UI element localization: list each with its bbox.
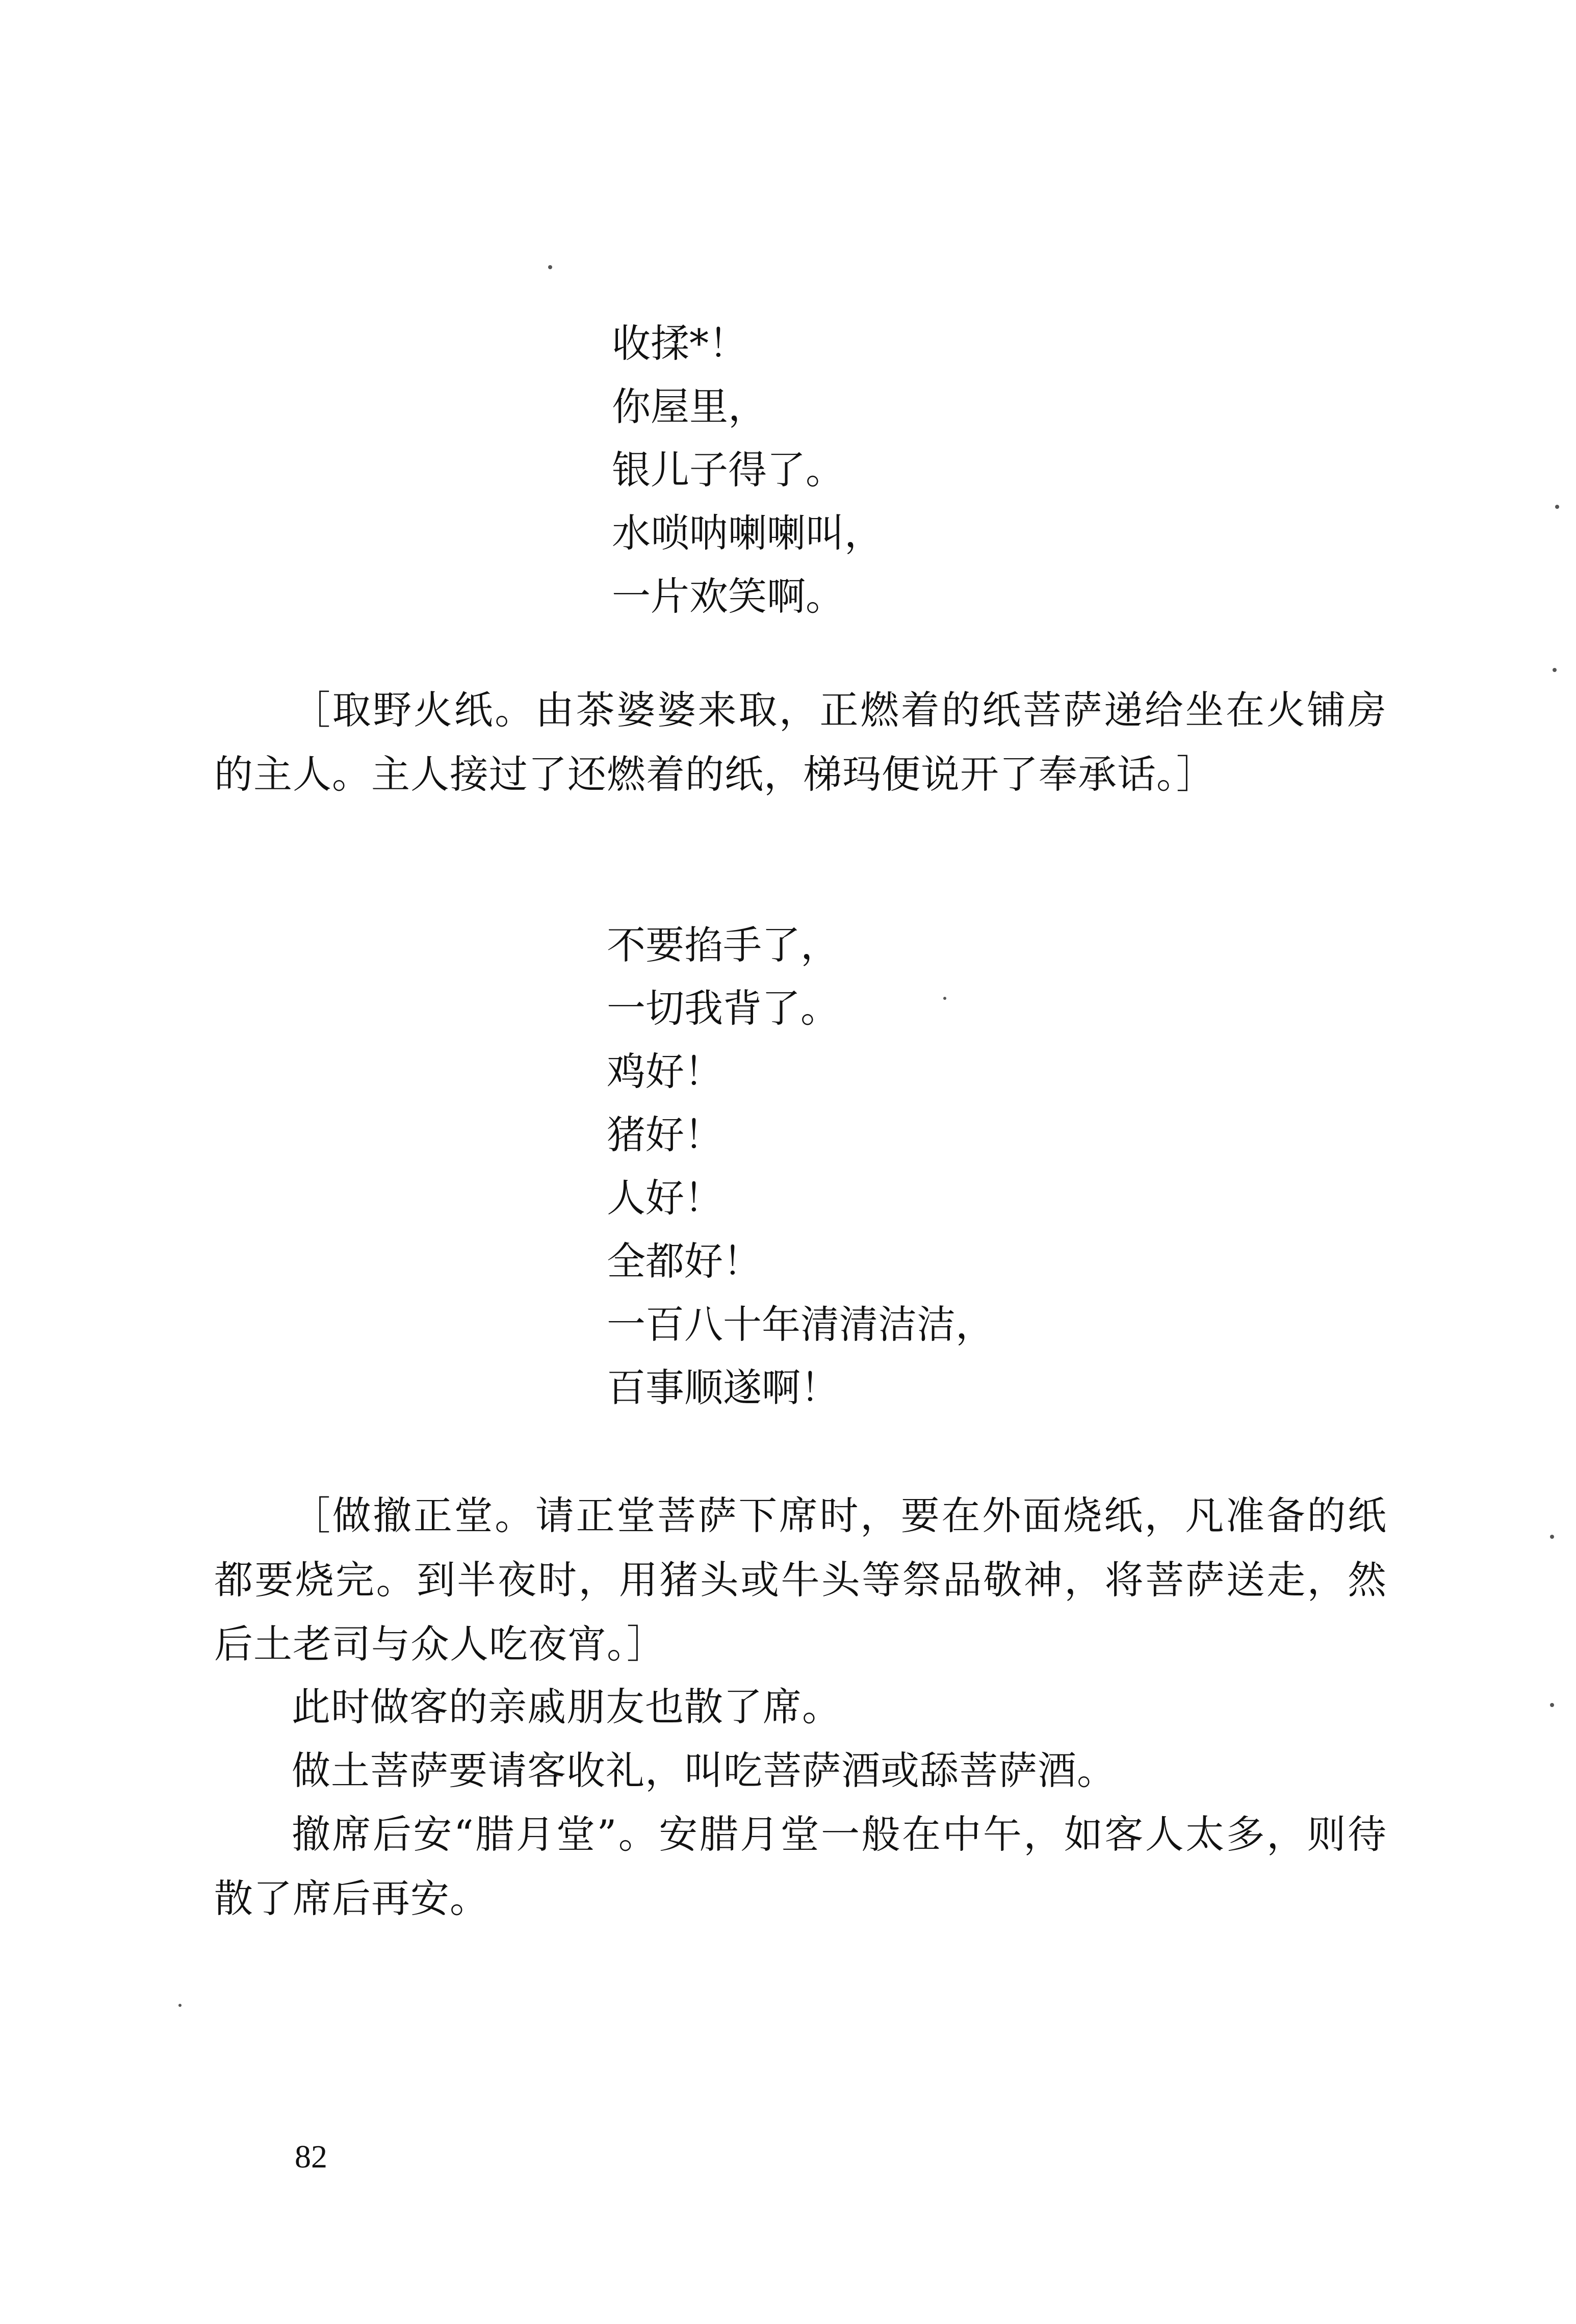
page-number: 82 <box>295 2138 327 2175</box>
verse-line: 猪好！ <box>607 1112 723 1157</box>
verse-line: 收揉*！ <box>612 321 747 366</box>
verse-block-2 <box>607 914 994 1419</box>
verse-line: 不要掐手了， <box>607 922 839 968</box>
verse-block-1 <box>612 312 883 628</box>
verse-line: 你屋里， <box>612 384 767 429</box>
scan-speck <box>1550 1535 1554 1539</box>
verse-line: 一片欢笑啊。 <box>612 574 844 619</box>
scan-speck <box>548 265 552 269</box>
scan-speck <box>178 2004 182 2007</box>
scan-speck <box>943 997 946 1000</box>
scan-speck <box>1555 505 1559 509</box>
stage-direction-2: ［做撤正堂。请正堂菩萨下席时，要在外面烧纸，凡准备的纸都要烧完。到半夜时，用猪头或牛头等祭品敬神，将菩萨送走，然后土老司与众人吃夜宵。］ <box>214 1493 1387 1667</box>
verse-line: 一百八十年清清洁洁， <box>607 1302 994 1347</box>
scan-speck <box>1550 1703 1554 1707</box>
paragraph: 撤席后安“腊月堂”。安腊月堂一般在中午，如客人太多，则待散了席后再安。 <box>214 1812 1387 1921</box>
paragraph: 做土菩萨要请客收礼，叫吃菩萨酒或舔菩萨酒。 <box>292 1748 1116 1793</box>
verse-line: 鸡好！ <box>607 1049 723 1094</box>
verse-line: 一切我背了。 <box>607 986 839 1031</box>
paragraph: 此时做客的亲戚朋友也散了席。 <box>292 1684 841 1729</box>
verse-line: 银儿子得了。 <box>612 447 844 493</box>
verse-line: 人好！ <box>607 1175 723 1221</box>
scan-speck <box>1553 668 1557 672</box>
verse-line: 全都好！ <box>607 1238 762 1284</box>
stage-direction-1: ［取野火纸。由茶婆婆来取，正燃着的纸菩萨递给坐在火铺房的主人。主人接过了还燃着的纸，梯玛便说开了奉承话。］ <box>214 687 1387 797</box>
verse-line: 百事顺遂啊！ <box>607 1365 839 1410</box>
verse-line: 水唢呐喇喇叫， <box>612 510 883 556</box>
